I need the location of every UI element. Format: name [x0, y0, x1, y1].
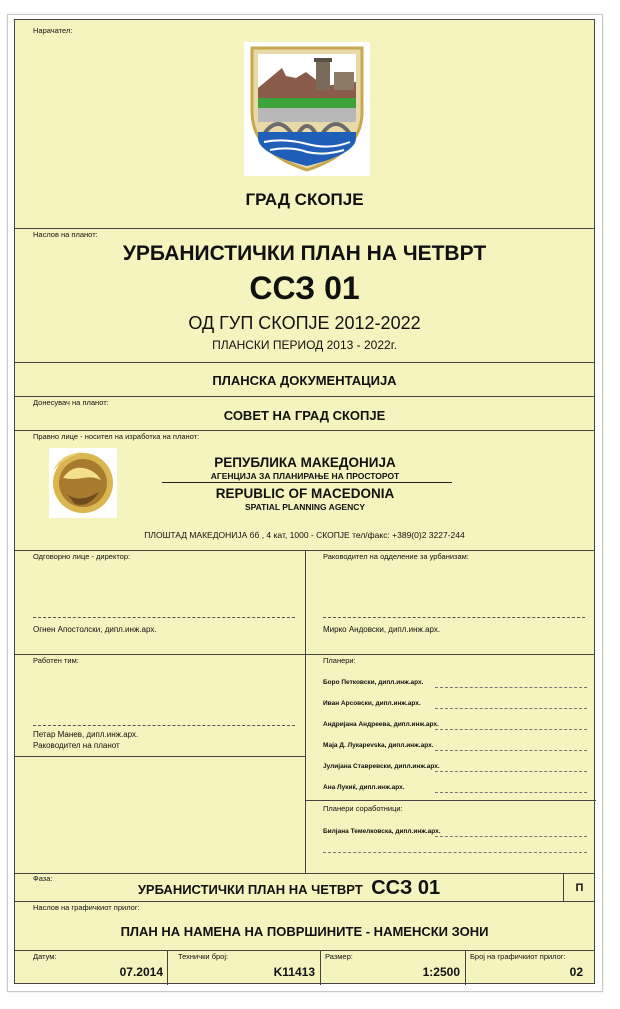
planner-item: Маја Д. Лукарevska, дипл.инж.арх. [323, 742, 434, 749]
skopje-coat-of-arms [244, 42, 370, 176]
planner-item: Андријана Андреева, дипл.инж.арх. [323, 721, 439, 728]
phase-letter: П [575, 882, 584, 894]
entity-address: ПЛОШТАД МАКЕДОНИЈА бб , 4 кат, 1000 - СКОПЈЕ тел/факс: +389(0)2 3227-244 [144, 530, 465, 540]
phase-text: УРБАНИСТИЧКИ ПЛАН НА ЧЕТВРТ [137, 882, 363, 897]
drawing-title: ПЛАН НА НАМЕНА НА ПОВРШИНИТЕ - НАМЕНСКИ ЗОНИ [120, 924, 489, 939]
scale-label: Размер: [325, 952, 353, 961]
sheet-label: Број на графичкиот прилог: [470, 952, 566, 961]
entity-mk-name: РЕПУБЛИКА МАКЕДОНИЈА [214, 455, 396, 470]
sheet-value: 02 [569, 965, 583, 979]
urban-head-label: Раководител на одделение за урбанизам: [323, 552, 469, 561]
tech-value: K11413 [273, 965, 315, 979]
collaborator-item: Билјана Темелковска, дипл.инж.арх. [323, 828, 441, 835]
drawing-label: Наслов на графичкиот прилог: [33, 903, 140, 912]
phase-label: Фаза: [33, 874, 53, 883]
planner-item: Иван Арсовски, дипл.инж.арх. [323, 700, 421, 707]
plan-title-line1: УРБАНИСТИЧКИ ПЛАН НА ЧЕТВРТ [122, 242, 487, 265]
plan-period: ПЛАНСКИ ПЕРИОД 2013 - 2022г. [212, 338, 397, 352]
team-signature-line [33, 725, 295, 726]
coat-of-arms-icon [244, 42, 370, 176]
agency-globe-icon [49, 448, 117, 518]
entity-en-agency: SPATIAL PLANNING AGENCY [244, 502, 366, 512]
entity-label: Правно лице - носител на изработка на планот: [33, 432, 200, 441]
collaborators-label: Планери соработници: [323, 804, 403, 813]
director-name: Огнен Апостолски, дипл.инж.арх. [33, 625, 157, 634]
director-signature-line [33, 617, 295, 618]
entity-divider [162, 482, 452, 483]
tech-label: Технички број: [178, 952, 229, 961]
date-label: Датум: [33, 952, 57, 961]
team-label: Работен тим: [33, 656, 79, 665]
team-leader-role: Раководител на планот [33, 741, 120, 750]
plan-title-gup: ОД ГУП СКОПЈЕ 2012-2022 [188, 313, 421, 333]
planner-item: Јулијана Ставревски, дипл.инж.арх. [323, 763, 440, 770]
agency-logo [49, 448, 117, 518]
phase-title [15, 877, 563, 900]
entity-mk-agency: АГЕНЦИЈА ЗА ПЛАНИРАЊЕ НА ПРОСТОРОТ [210, 471, 400, 481]
plan-title-code: ССЗ 01 [249, 270, 360, 306]
director-label: Одговорно лице - директор: [33, 552, 131, 561]
title-block [14, 19, 595, 984]
title-block-sheet [7, 14, 603, 992]
plan-title-label: Наслов на планот: [33, 230, 98, 239]
planner-item: Боро Петковски, дипл.инж.арх. [323, 679, 424, 686]
planner-item: Ана Лукиќ, дипл.инж.арх. [323, 784, 405, 791]
urban-head-name: Мирко Андовски, дипл.инж.арх. [323, 625, 441, 634]
planners-label: Планери: [323, 656, 356, 665]
entity-en-name: REPUBLIC OF MACEDONIA [215, 486, 395, 501]
urban-head-signature-line [323, 617, 585, 618]
client-label: Нарачател: [33, 26, 73, 35]
adopter-label: Донесувач на планот: [33, 398, 109, 407]
client-name: ГРАД СКОПЈЕ [245, 190, 364, 209]
doc-type: ПЛАНСКА ДОКУМЕНТАЦИЈА [212, 373, 397, 388]
phase-code: ССЗ 01 [371, 877, 441, 899]
date-value: 07.2014 [119, 965, 163, 979]
team-leader-name: Петар Манев, дипл.инж.арх. [33, 730, 139, 739]
adopter-name: СОВЕТ НА ГРАД СКОПЈЕ [223, 408, 386, 423]
scale-value: 1:2500 [422, 965, 460, 979]
